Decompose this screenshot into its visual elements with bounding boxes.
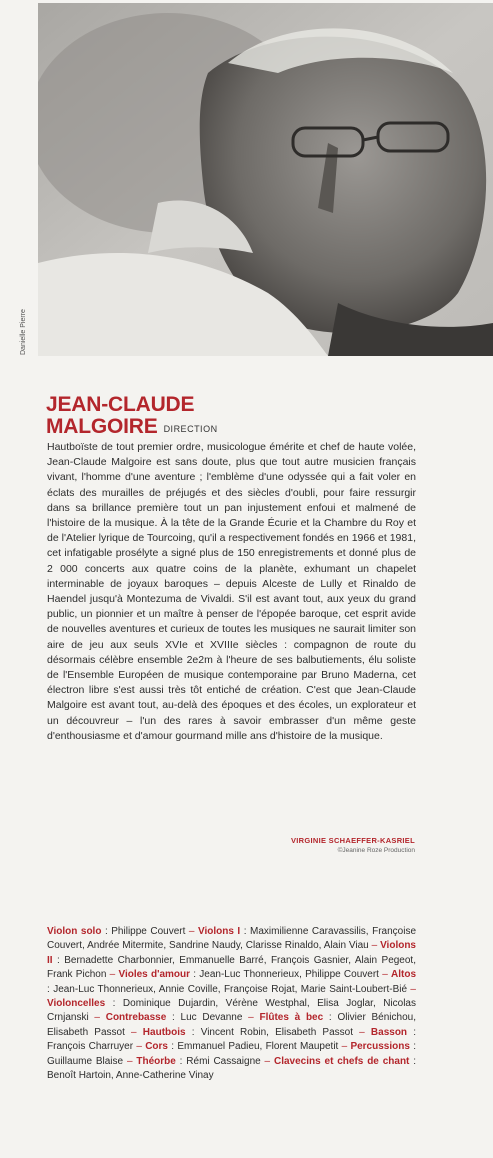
portrait-image — [38, 3, 493, 356]
roster-instrument: Flûtes à bec — [259, 1012, 324, 1024]
artist-name-line1: JEAN-CLAUDE — [46, 393, 195, 416]
roster-players: Jean-Luc Thonnerieux, Philippe Couvert — [199, 969, 379, 981]
roster-instrument: Contrebasse — [105, 1012, 167, 1024]
roster-instrument: Théorbe — [136, 1055, 176, 1067]
roster-instrument: Violoncelles — [47, 998, 106, 1010]
roster-instrument: Basson — [370, 1026, 408, 1038]
roster-separator: – — [353, 1026, 371, 1038]
signature-author: VIRGINIE SCHAEFFER-KASRIEL — [290, 836, 415, 845]
roster-players: François Charruyer — [47, 1041, 134, 1053]
roster-colon: : — [52, 954, 65, 966]
roster-separator: – — [368, 940, 381, 952]
roster-colon: : — [167, 1041, 178, 1053]
roster-instrument: Cors — [145, 1041, 168, 1053]
roster-instrument: Violons I — [197, 926, 241, 937]
roster-colon: : — [101, 926, 112, 937]
biography-text: Hautboïste de tout premier ordre, musicologue émérite et chef de haute volée, Jean-Claude Malgoire est sans doute, plus que tout autre musicien français vivant, l'homme d'une aventure ; l'emblème d'une odyssée qui a fait voler en éclats des murailles de préjugés et des siècles d'oubli, pour faire ressurgir dans sa brillance première tout un pan injustement enfoui et malmené de l'histoire de la musique. À la tête de la Grande Écurie et la Chambre du Roy et de l'Atelier lyrique de Tourcoing, qu'il a respectivement fondés en 1966 et 1981, cet infatigable prosélyte a signé plus de 150 enregistrements et donné plus de 2 000 concerts aux quatre coins de la planète, exhumant un chapelet interminable de joyaux baroques – depuis Alceste de Lully et Rinaldo de Haendel jusqu'à Montezuma de Vivaldi. S'il est avant tout, aux yeux du grand public, un pionnier et un maître à penser de l'épopée baroque, cet esprit avide de nouvelles aventures et curieux de toutes les musiques ne saurait limiter son aire de jeu aux seuls XVIe et XVIIIe siècles : compagnon de route du désormais célèbre ensemble 2e2m à l'heure de ses balbutiements, élu soliste de l'Ensemble Européen de musique contemporaine par Bruno Maderna, cet électron libre s'est aussi très tôt entiché de création. C'est que Jean-Claude Malgoire est avant tout, au-delà des époques et des écoles, un explorateur et un découvreur – l'un des rares à savoir embrasser d'un même geste d'enthousiasme et d'amour gourmand mille ans d'histoire de la musique. — [47, 441, 416, 742]
roster-separator: – — [88, 1012, 106, 1024]
roster-separator: – — [260, 1055, 274, 1067]
artist-name-line2: MALGOIRE — [46, 415, 158, 438]
roster-colon: : — [240, 926, 251, 937]
roster-instrument: Percussions — [350, 1041, 410, 1053]
roster-colon: : — [166, 1012, 181, 1024]
roster-separator: – — [133, 1041, 146, 1053]
roster-separator: – — [407, 983, 416, 995]
roster-separator: – — [242, 1012, 260, 1024]
roster-players: Olivier Bénichou, Elisabeth Passot — [47, 1012, 416, 1038]
signature-credit: ©Jeanine Roze Production — [337, 847, 415, 854]
roster-players: Vincent Robin, Elisabeth Passot — [200, 1026, 354, 1038]
roster-colon: : — [407, 1026, 416, 1038]
roster-separator: – — [185, 926, 198, 937]
roster-separator: – — [106, 969, 119, 981]
roster-separator: – — [124, 1026, 143, 1038]
roster-instrument: Violons II — [47, 940, 416, 966]
artist-role: DIRECTION — [163, 424, 218, 434]
roster-colon: : — [47, 983, 54, 995]
roster-colon: : — [409, 1041, 416, 1053]
roster-colon: : — [409, 1055, 417, 1067]
roster-instrument: Violon solo — [47, 926, 102, 937]
roster-players: Philippe Couvert — [111, 926, 186, 937]
roster-separator: – — [123, 1055, 137, 1067]
roster-colon: : — [185, 1026, 201, 1038]
photo-credit: Danielle Pierre — [20, 309, 27, 355]
roster-players: Guillaume Blaise — [47, 1055, 124, 1067]
roster-players: Emmanuel Padieu, Florent Maupetit — [177, 1041, 339, 1053]
roster-players: Rémi Cassaigne — [186, 1055, 261, 1067]
roster-players: Maximilienne Caravassilis, Françoise Couvert, Andrée Mitermite, Sandrine Naudy, Clarisse Rinaldo, Alain Viau — [47, 926, 416, 952]
roster-instrument: Clavecins et chefs de chant — [273, 1055, 410, 1067]
roster-separator: – — [338, 1041, 351, 1053]
roster-instrument: Violes d'amour — [118, 969, 191, 981]
roster-colon: : — [323, 1012, 338, 1024]
roster-separator: – — [378, 969, 392, 981]
artist-name-line2-wrap — [46, 416, 218, 440]
roster-colon: : — [105, 998, 123, 1010]
roster-colon: : — [190, 969, 200, 981]
roster-instrument: Hautbois — [142, 1026, 186, 1038]
roster-players: Dominique Dujardin, Vérène Westphal, Elisa Joglar, Nicolas Crnjanski — [47, 998, 416, 1024]
roster-colon: : — [175, 1055, 187, 1067]
signature-block — [291, 836, 415, 854]
roster-instrument: Altos — [391, 969, 417, 981]
roster-players: Luc Devanne — [180, 1012, 243, 1024]
roster-players: Bernadette Charbonnier, Emmanuelle Barré, François Gasnier, Alain Pegeot, Frank Pichon — [47, 954, 416, 981]
roster-players: Benoît Hartoin, Anne-Catherine Vinay — [47, 1070, 214, 1082]
artist-name — [46, 394, 218, 440]
roster-players: Jean-Luc Thonnerieux, Annie Coville, Françoise Rojat, Marie Saint-Loubert-Bié — [53, 983, 408, 995]
ensemble-roster — [47, 925, 416, 1083]
portrait-photo — [38, 3, 493, 356]
